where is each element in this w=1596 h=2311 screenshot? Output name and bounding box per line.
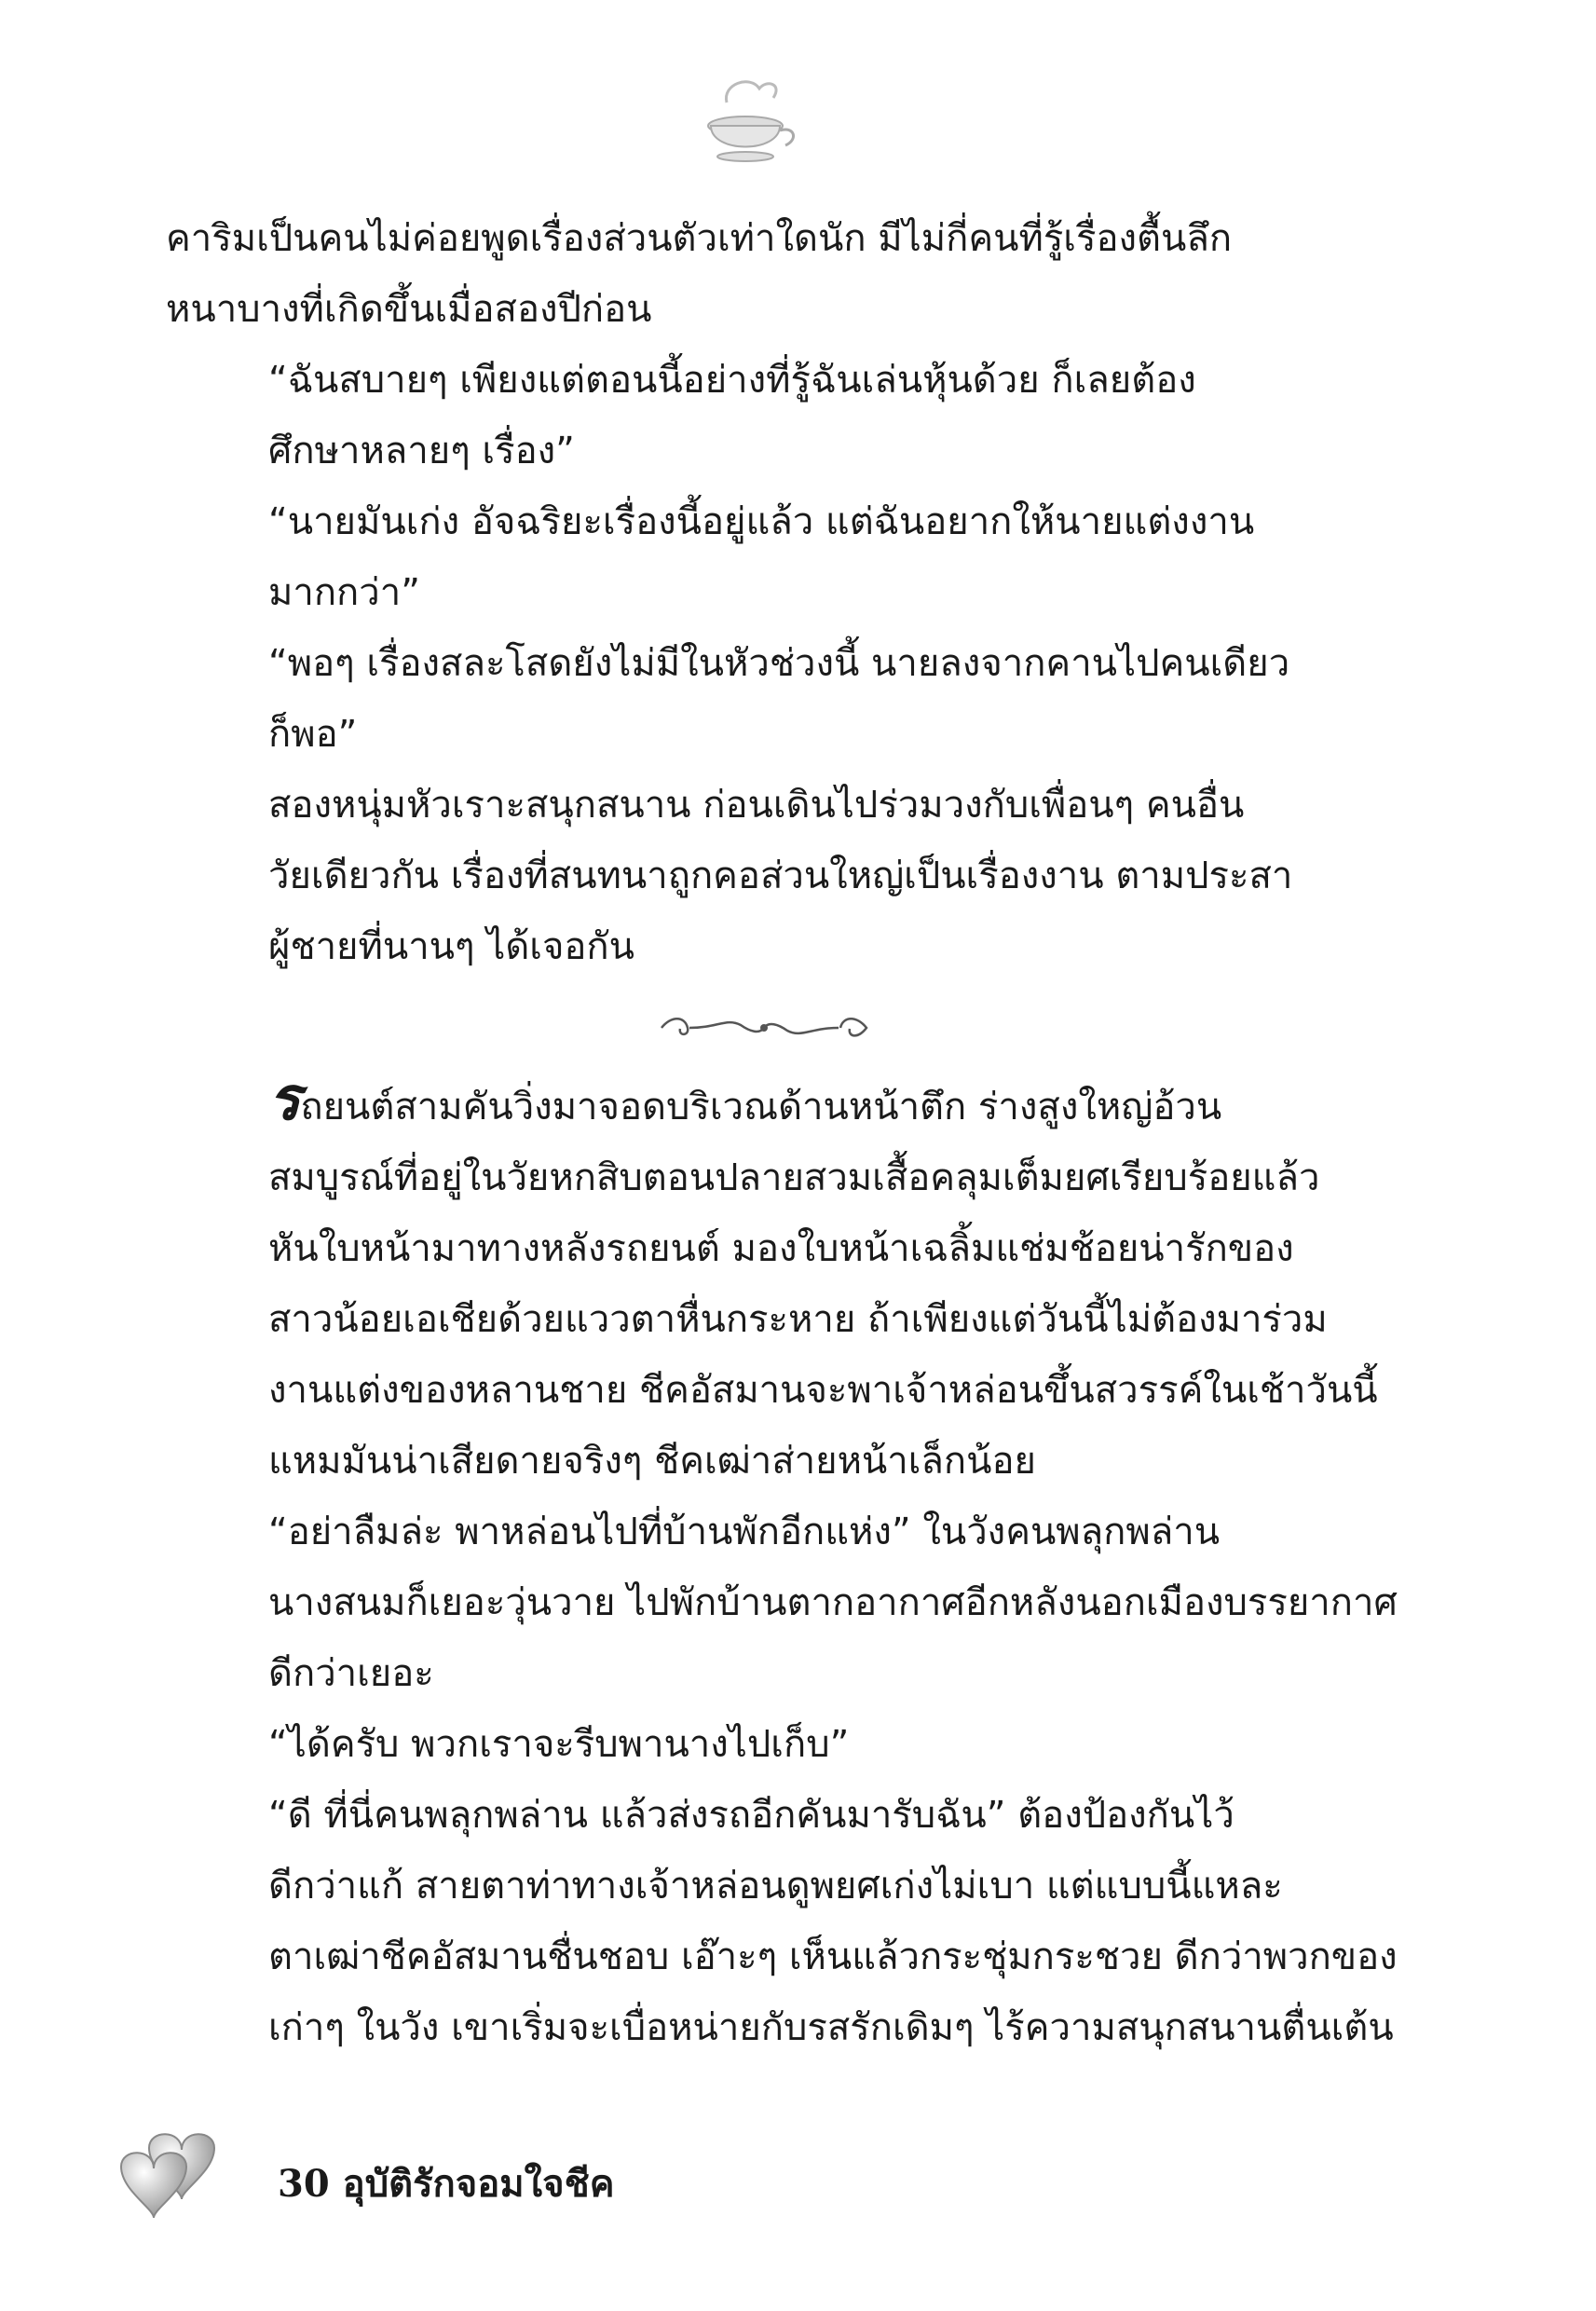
text-line	[166, 1284, 1328, 1355]
footer-label	[278, 2154, 627, 2213]
line-text: มากกว่า”	[268, 571, 420, 614]
paragraph	[166, 1064, 1378, 1497]
drop-cap: ร	[268, 1064, 301, 1134]
scroll-divider-icon	[652, 1008, 876, 1047]
line-text: สองหนุ่มหัวเราะสนุกสนาน ก่อนเดินไปร่วมวงกับเพื่อนๆ คนอื่น	[268, 784, 1245, 827]
text-line	[166, 486, 1321, 557]
text-line	[166, 557, 1321, 628]
line-text: ผู้ชายที่นานๆ ได้เจอกัน	[268, 925, 634, 968]
page-number: 30	[278, 2162, 330, 2206]
text-line	[166, 1567, 1398, 1638]
paragraph	[166, 486, 1321, 628]
book-title: อุบัติรักจอมใจชีค	[342, 2162, 615, 2206]
text-line	[166, 274, 1321, 345]
line-text: แหมมันน่าเสียดายจริงๆ ชีคเฒ่าส่ายหน้าเล็กน้อย	[268, 1440, 1036, 1483]
line-text: คาริมเป็นคนไม่ค่อยพูดเรื่องส่วนตัวเท่าใดนัก มีไม่กี่คนที่รู้เรื่องตื้นลึก	[166, 217, 1233, 260]
text-line	[166, 911, 1321, 982]
paragraph	[166, 770, 1321, 982]
text-line	[166, 770, 1321, 841]
text-line	[166, 699, 1321, 770]
paragraph	[166, 203, 1321, 345]
line-text: “ดี ที่นี่คนพลุกพล่าน แล้วส่งรถอีกคันมารับฉัน” ต้องป้องกันไว้	[268, 1794, 1235, 1837]
line-text: ก็พอ”	[268, 713, 358, 756]
page-footer	[112, 2120, 764, 2222]
text-line	[166, 1992, 1394, 2063]
paragraph	[166, 1709, 1321, 1780]
line-text: ตาเฒ่าชีคอัสมานชื่นชอบ เอ๊าะๆ เห็นแล้วกระชุ่มกระชวย ดีกว่าพวกของ	[268, 1935, 1398, 1978]
line-text: ศึกษาหลายๆ เรื่อง”	[268, 430, 575, 472]
line-text: นางสนมก็เยอะวุ่นวาย ไปพักบ้านตากอากาศอีกหลังนอกเมืองบรรยากาศ	[268, 1581, 1398, 1624]
text-line	[166, 1142, 1321, 1213]
text-section-top	[166, 203, 1321, 982]
text-line	[166, 841, 1321, 911]
line-text: วัยเดียวกัน เรื่องที่สนทนาถูกคอส่วนใหญ่เป็นเรื่องงาน ตามประสา	[268, 855, 1293, 897]
text-line	[166, 1638, 1321, 1709]
line-text: “นายมันเก่ง อัจฉริยะเรื่องนี้อยู่แล้ว แต่ฉันอยากให้นายแต่งงาน	[268, 500, 1255, 543]
line-text: สมบูรณ์ที่อยู่ในวัยหกสิบตอนปลายสวมเสื้อคลุมเต็มยศเรียบร้อยแล้ว	[268, 1156, 1320, 1199]
text-line	[166, 1497, 1321, 1567]
text-line	[166, 1064, 1321, 1142]
line-text: “อย่าลืมล่ะ พาหล่อนไปที่บ้านพักอีกแห่ง” ในวังคนพลุกพล่าน	[268, 1511, 1221, 1553]
line-text: หันใบหน้ามาทางหลังรถยนต์ มองใบหน้าเฉลิ้มแช่มช้อยน่ารักของ	[268, 1227, 1294, 1270]
line-text: “พอๆ เรื่องสละโสดยังไม่มีในหัวช่วงนี้ นายลงจากคานไปคนเดียว	[268, 642, 1290, 685]
text-line	[166, 1921, 1398, 1992]
text-line	[166, 1355, 1378, 1426]
line-text: หนาบางที่เกิดขึ้นเมื่อสองปีก่อน	[166, 288, 652, 331]
text-line	[166, 203, 1321, 274]
paragraph	[166, 345, 1321, 486]
line-text: “ได้ครับ พวกเราจะรีบพานางไปเก็บ”	[268, 1723, 850, 1766]
text-section-bottom	[166, 1064, 1398, 2063]
text-line	[166, 1709, 1321, 1780]
line-text: ดีกว่าแก้ สายตาท่าทางเจ้าหล่อนดูพยศเก่งไม่เบา แต่แบบนี้แหละ	[268, 1865, 1283, 1908]
text-line	[166, 1213, 1321, 1284]
text-line	[166, 345, 1321, 416]
paragraph	[166, 1497, 1398, 1709]
text-line	[166, 1780, 1321, 1851]
line-text: “ฉันสบายๆ เพียงแต่ตอนนี้อย่างที่รู้ฉันเล่นหุ้นด้วย ก็เลยต้อง	[268, 359, 1196, 402]
line-text: ถยนต์สามคันวิ่งมาจอดบริเวณด้านหน้าตึก ร่างสูงใหญ่อ้วน	[300, 1086, 1222, 1128]
text-line	[166, 416, 1321, 486]
paragraph	[166, 628, 1321, 770]
text-line	[166, 1426, 1321, 1497]
line-text: ดีกว่าเยอะ	[268, 1652, 434, 1695]
line-text: งานแต่งของหลานชาย ชีคอัสมานจะพาเจ้าหล่อนขึ้นสวรรค์ในเช้าวันนี้	[268, 1369, 1378, 1412]
hearts-icon	[112, 2120, 261, 2222]
teapot-ornament-icon	[685, 75, 806, 168]
line-text: เก่าๆ ในวัง เขาเริ่มจะเบื่อหน่ายกับรสรักเดิมๆ ไร้ความสนุกสนานตื่นเต้น	[268, 2006, 1394, 2049]
text-line	[166, 628, 1321, 699]
text-line	[166, 1851, 1321, 1921]
line-text: สาวน้อยเอเชียด้วยแววตาหื่นกระหาย ถ้าเพียงแต่วันนี้ไม่ต้องมาร่วม	[268, 1298, 1328, 1341]
paragraph	[166, 1780, 1398, 2063]
